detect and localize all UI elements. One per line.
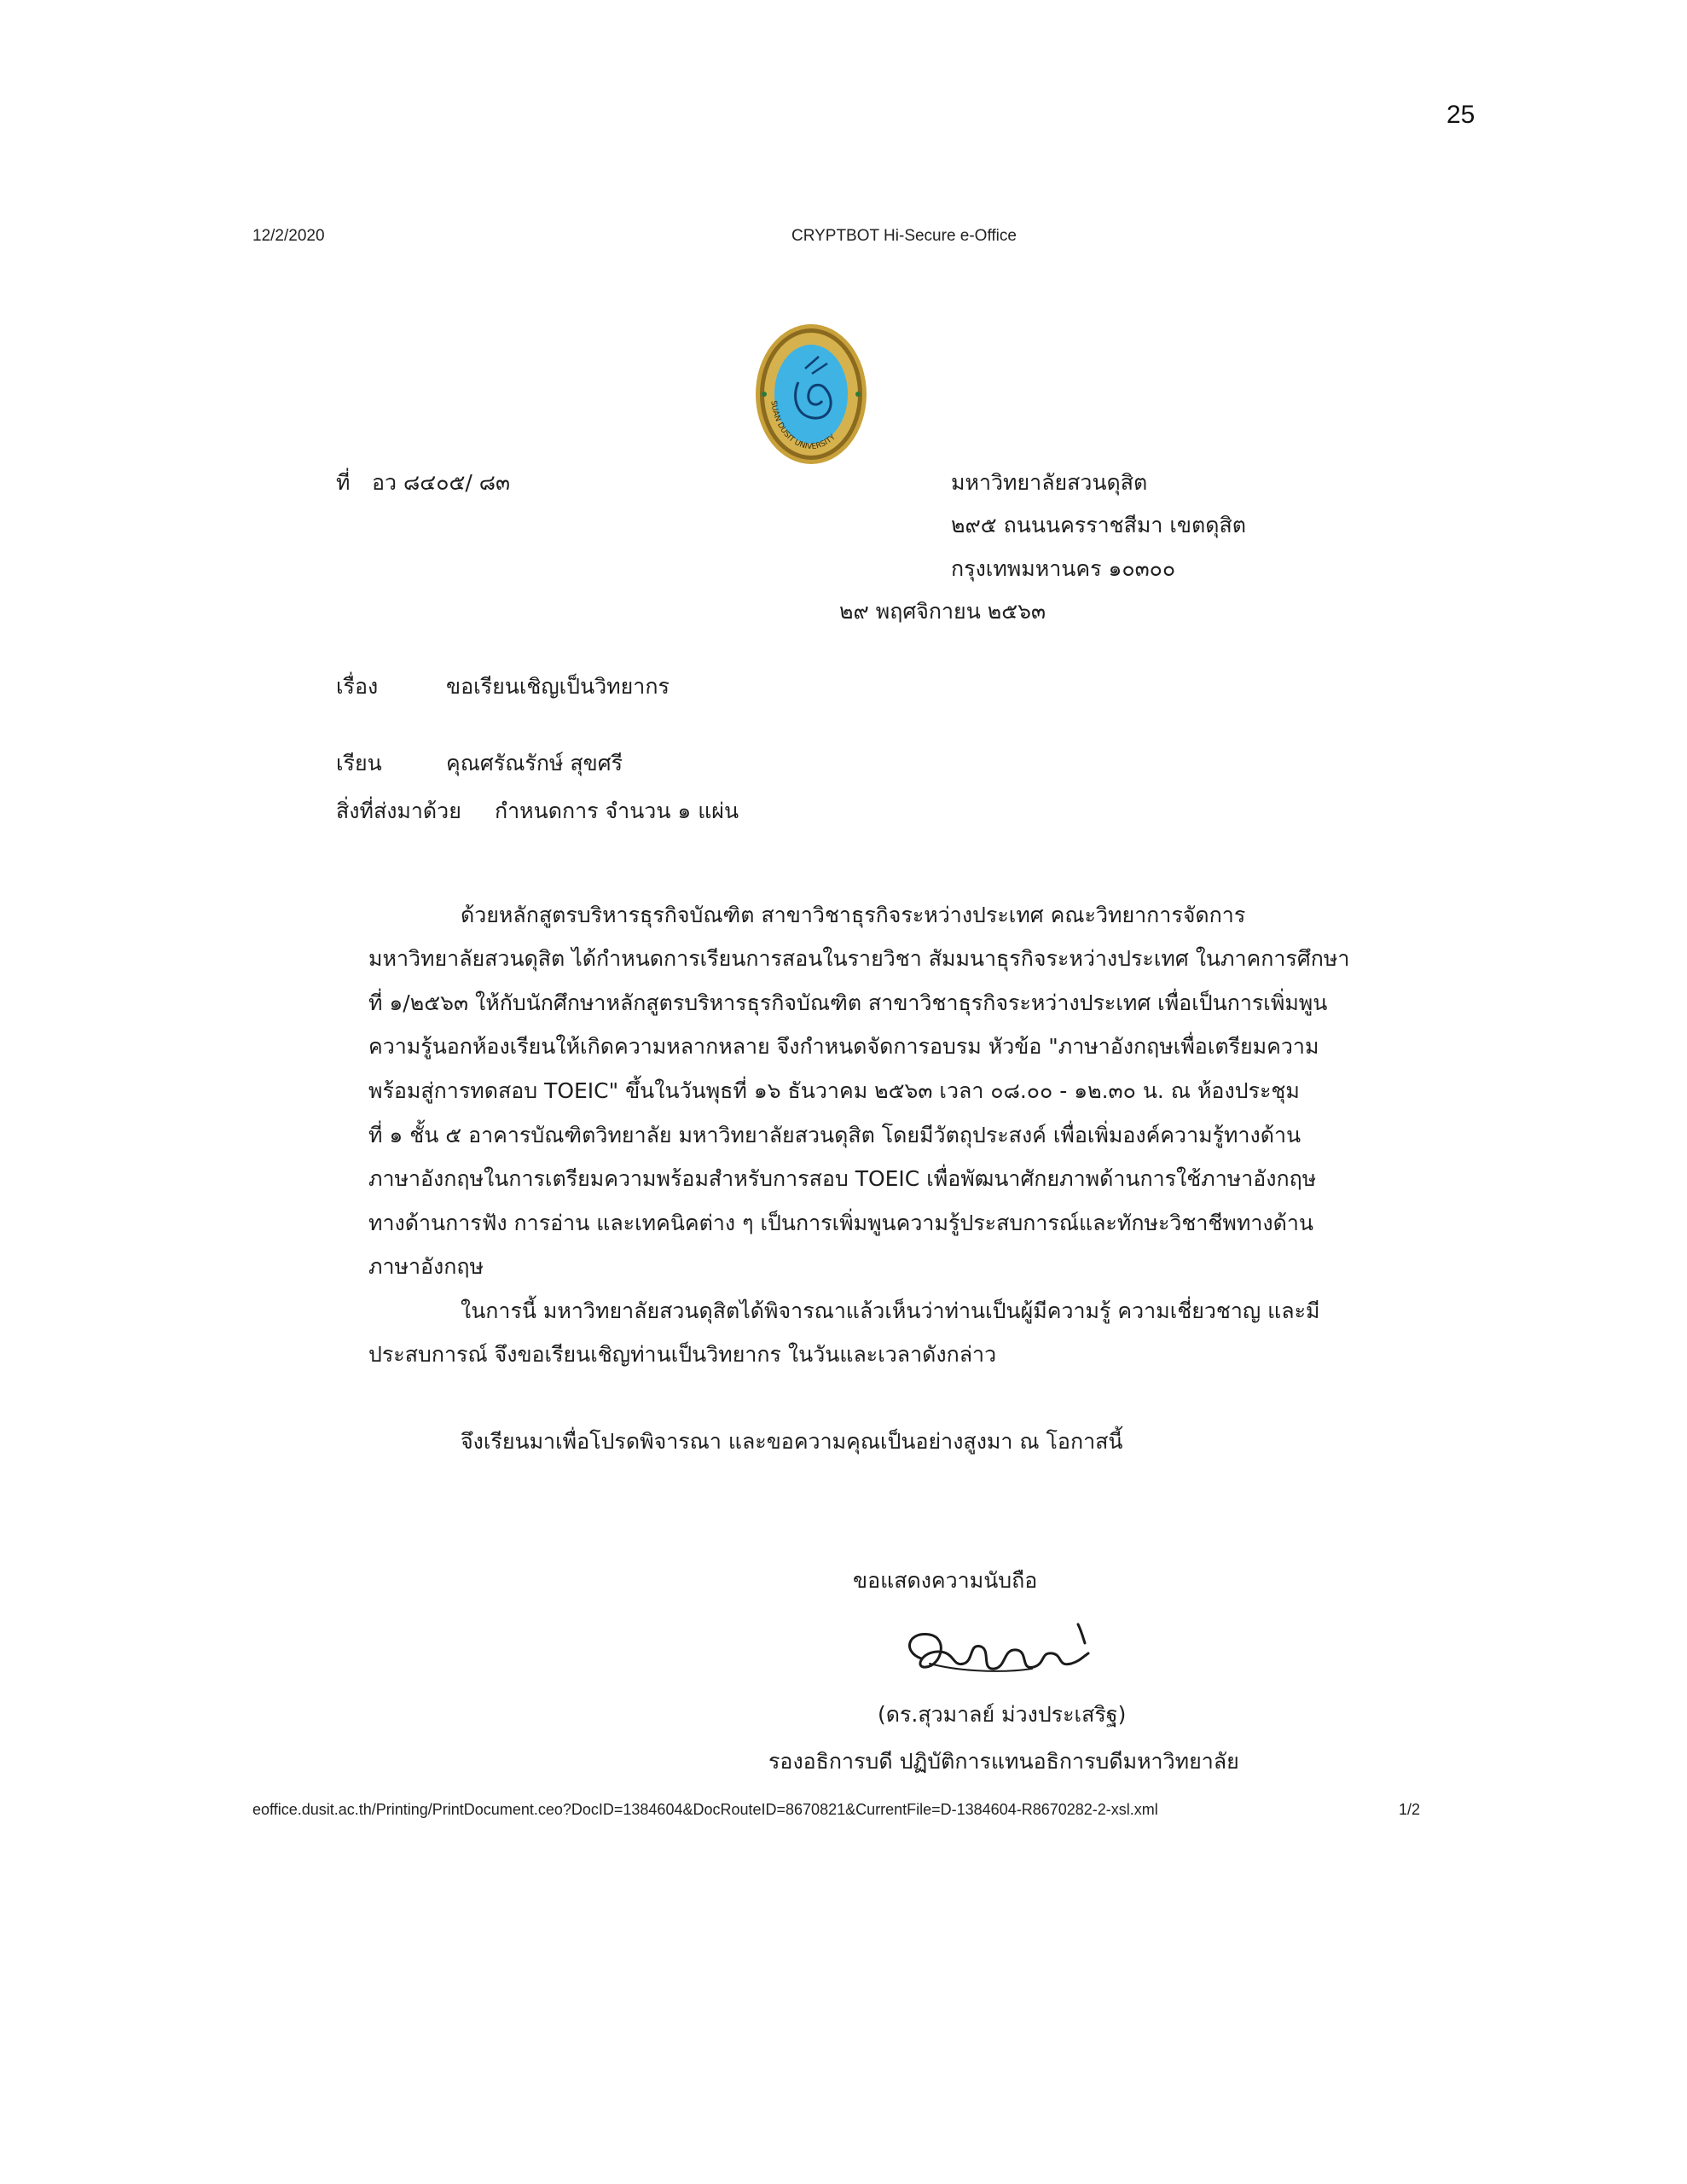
body-paragraph-line: จึงเรียนมาเพื่อโปรดพิจารณา และขอความคุณเป็นอย่างสูงมา ณ โอกาสนี้ [461,1429,1123,1454]
body-paragraph-line: ด้วยหลักสูตรบริหารธุรกิจบัณฑิต สาขาวิชาธุรกิจระหว่างประเทศ คณะวิทยาการจัดการ [461,903,1246,927]
sender-address-line: กรุงเทพมหานคร ๑๐๓๐๐ [951,556,1176,581]
print-footer-url: eoffice.dusit.ac.th/Printing/PrintDocument.ceo?DocID=1384604&DocRouteID=8670821&CurrentFile=D-1384604-R8670282-2-xsl.xml [252,1801,1158,1818]
body-paragraph-line: ภาษาอังกฤษ [368,1254,484,1279]
body-paragraph-line: ความรู้นอกห้องเรียนให้เกิดความหลากหลาย จึงกำหนดจัดการอบรม หัวข้อ "ภาษาอังกฤษเพื่อเตรียมความ [368,1034,1319,1059]
subject-text: ขอเรียนเชิญเป็นวิทยากร [446,674,670,699]
reference-number: อว ๘๔๐๕/ ๘๓ [372,470,511,495]
body-paragraph-line: ในการนี้ มหาวิทยาลัยสวนดุสิตได้พิจารณาแล้วเห็นว่าท่านเป็นผู้มีความรู้ ความเชี่ยวชาญ และมี [461,1298,1320,1323]
signer-name: (ดร.สุวมาลย์ ม่วงประเสริฐ) [878,1702,1127,1727]
print-date: 12/2/2020 [252,227,325,245]
letter-date: ๒๙ พฤศจิกายน ๒๕๖๓ [839,599,1046,624]
body-paragraph-line: ที่ ๑/๒๕๖๓ ให้กับนักศึกษาหลักสูตรบริหารธุรกิจบัณฑิต สาขาวิชาธุรกิจระหว่างประเทศ เพื่อเป็นการเพิ่มพูน [368,990,1328,1015]
body-paragraph-line: ประสบการณ์ จึงขอเรียนเชิญท่านเป็นวิทยากร ในวันและเวลาดังกล่าว [368,1342,997,1367]
signature-icon [896,1614,1112,1682]
print-footer-page: 1/2 [1399,1801,1421,1818]
subject-label: เรื่อง [336,674,379,699]
seal-text: SUAN DUSIT UNIVERSITY [768,400,838,452]
signer-position: รองอธิการบดี ปฏิบัติการแทนอธิการบดีมหาวิทยาลัย [768,1749,1239,1774]
recipient-name: คุณศรัณรักษ์ สุขศรี [446,751,623,775]
recipient-label: เรียน [336,751,382,775]
sender-address-line: มหาวิทยาลัยสวนดุสิต [951,470,1148,495]
body-paragraph-line: มหาวิทยาลัยสวนดุสิต ได้กำหนดการเรียนการสอนในรายวิชา สัมมนาธุรกิจระหว่างประเทศ ในภาคการศึกษา [368,946,1350,971]
reference-label: ที่ [336,470,351,495]
body-paragraph-line: ที่ ๑ ชั้น ๕ อาคารบัณฑิตวิทยาลัย มหาวิทยาลัยสวนดุสิต โดยมีวัตถุประสงค์ เพื่อเพิ่มองค์ความรู้ทางด้าน [368,1123,1301,1147]
enclosure-text: กำหนดการ จำนวน ๑ แผ่น [495,799,739,823]
print-header-title: CRYPTBOT Hi-Secure e-Office [791,227,1017,245]
body-paragraph-line: ทางด้านการฟัง การอ่าน และเทคนิคต่าง ๆ เป็นการเพิ่มพูนความรู้ประสบการณ์และทักษะวิชาชีพทางด้าน [368,1211,1313,1235]
closing-salutation: ขอแสดงความนับถือ [853,1568,1038,1593]
page-number: 25 [1446,101,1475,129]
body-paragraph-line: ภาษาอังกฤษในการเตรียมความพร้อมสำหรับการสอบ TOEIC เพื่อพัฒนาศักยภาพด้านการใช้ภาษาอังกฤษ [368,1166,1317,1191]
sender-address-line: ๒๙๕ ถนนนครราชสีมา เขตดุสิต [951,513,1246,537]
enclosure-label: สิ่งที่ส่งมาด้วย [336,799,461,823]
university-seal-icon [754,322,868,466]
body-paragraph-line: พร้อมสู่การทดสอบ TOEIC" ขึ้นในวันพุธที่ ๑๖ ธันวาคม ๒๕๖๓ เวลา ๐๘.๐๐ - ๑๒.๓๐ น. ณ ห้องประชุม [368,1078,1300,1103]
